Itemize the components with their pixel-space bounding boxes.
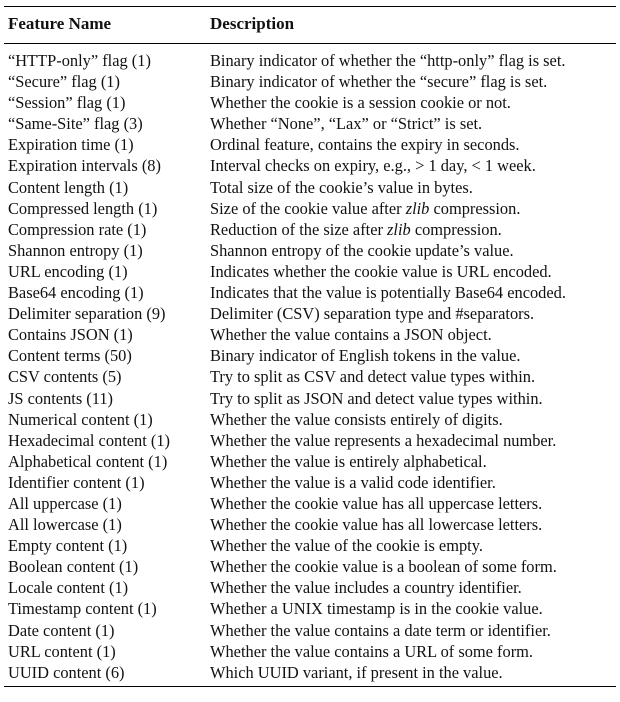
- description-cell: Size of the cookie value after zlib compression.: [210, 198, 521, 218]
- table-row: [4, 430, 616, 451]
- description-cell: Binary indicator of English tokens in the value.: [210, 346, 521, 366]
- feature-name-cell: Compression rate (1): [8, 219, 147, 239]
- feature-name-cell: “Session” flag (1): [8, 93, 126, 113]
- table-header: [4, 7, 616, 41]
- feature-name-cell: JS contents (11): [8, 388, 114, 408]
- description-cell: Whether the cookie value has all lowercase letters.: [210, 515, 543, 535]
- feature-name-cell: Boolean content (1): [8, 557, 139, 577]
- description-cell: Binary indicator of whether the “secure” flag is set.: [210, 72, 548, 92]
- header-feature-name: Feature Name: [8, 14, 112, 33]
- feature-name-cell: “Same-Site” flag (3): [8, 114, 143, 134]
- description-cell: Whether the value contains a URL of some form.: [210, 641, 534, 661]
- feature-name-cell: Expiration time (1): [8, 135, 134, 155]
- description-cell: Whether the cookie value is a boolean of some form.: [210, 557, 557, 577]
- description-cell: Try to split as CSV and detect value types within.: [210, 367, 536, 387]
- table-row: [4, 409, 616, 430]
- table-row: [4, 134, 616, 155]
- feature-name-cell: CSV contents (5): [8, 367, 122, 387]
- feature-name-cell: URL encoding (1): [8, 261, 128, 281]
- table-row: [4, 598, 616, 619]
- table-row: [4, 198, 616, 219]
- zlib-term: zlib: [405, 198, 430, 218]
- table-row: [4, 92, 616, 113]
- table-row: [4, 240, 616, 261]
- table-row: [4, 261, 616, 282]
- description-cell: Binary indicator of whether the “http-only” flag is set.: [210, 51, 566, 70]
- description-cell: Reduction of the size after zlib compression.: [210, 219, 502, 239]
- table-row: [4, 219, 616, 240]
- feature-name-cell: Empty content (1): [8, 536, 128, 556]
- description-cell: Whether the value is entirely alphabetical.: [210, 451, 487, 471]
- description-cell: Interval checks on expiry, e.g., > 1 day, < 1 week.: [210, 156, 536, 176]
- feature-name-cell: Base64 encoding (1): [8, 283, 144, 303]
- table-row: [4, 324, 616, 345]
- description-cell: Shannon entropy of the cookie update’s value.: [210, 240, 514, 260]
- table-row: [4, 155, 616, 176]
- feature-name-cell: Content terms (50): [8, 346, 132, 366]
- description-cell: Whether the value contains a date term or identifier.: [210, 620, 551, 640]
- description-cell: Indicates whether the cookie value is URL encoded.: [210, 261, 552, 281]
- table-row: [4, 113, 616, 134]
- description-cell: Whether the value is a valid code identifier.: [210, 472, 496, 492]
- feature-name-cell: All lowercase (1): [8, 515, 122, 535]
- feature-name-cell: Shannon entropy (1): [8, 240, 143, 260]
- description-cell: Whether the value of the cookie is empty.: [210, 536, 483, 556]
- feature-name-cell: Alphabetical content (1): [8, 451, 168, 471]
- table-row: [4, 514, 616, 535]
- description-cell: Which UUID variant, if present in the value.: [210, 662, 503, 682]
- table-header-rule: [4, 43, 616, 44]
- table-row: [4, 556, 616, 577]
- table-row: [4, 577, 616, 598]
- table-row: [4, 71, 616, 92]
- description-cell: Whether the value includes a country identifier.: [210, 578, 522, 598]
- feature-name-cell: Compressed length (1): [8, 198, 158, 218]
- table-row: [4, 303, 616, 324]
- table-row: [4, 620, 616, 641]
- feature-name-cell: Content length (1): [8, 177, 129, 197]
- feature-name-cell: All uppercase (1): [8, 493, 122, 513]
- feature-name-cell: “HTTP-only” flag (1): [8, 51, 151, 70]
- description-cell: Whether the value represents a hexadecimal number.: [210, 430, 557, 450]
- table-row: [4, 451, 616, 472]
- description-cell: Whether “None”, “Lax” or “Strict” is set.: [210, 114, 483, 134]
- header-row: [4, 7, 616, 41]
- zlib-term: zlib: [387, 219, 411, 239]
- table-bottom-rule: [4, 686, 616, 687]
- description-cell: Whether the cookie value has all uppercase letters.: [210, 493, 543, 513]
- table-row: [4, 472, 616, 493]
- feature-name-cell: Date content (1): [8, 620, 115, 640]
- feature-name-cell: Numerical content (1): [8, 409, 153, 429]
- feature-name-cell: Delimiter separation (9): [8, 304, 166, 324]
- feature-table: [4, 6, 616, 687]
- table-row: [4, 493, 616, 514]
- table-body: [4, 50, 616, 683]
- table-row: [4, 366, 616, 387]
- description-cell: Whether a UNIX timestamp is in the cookie value.: [210, 599, 543, 619]
- feature-name-cell: Contains JSON (1): [8, 325, 133, 345]
- feature-name-cell: URL content (1): [8, 641, 116, 661]
- feature-name-cell: “Secure” flag (1): [8, 72, 120, 92]
- feature-name-cell: Expiration intervals (8): [8, 156, 161, 176]
- description-cell: Try to split as JSON and detect value types within.: [210, 388, 543, 408]
- table-row: [4, 345, 616, 366]
- feature-name-cell: Timestamp content (1): [8, 599, 157, 619]
- table-row: [4, 641, 616, 662]
- feature-name-cell: Hexadecimal content (1): [8, 430, 171, 450]
- table-row: [4, 282, 616, 303]
- description-cell: Total size of the cookie’s value in bytes.: [210, 177, 473, 197]
- table-row: [4, 662, 616, 683]
- table-row: [4, 177, 616, 198]
- table-row: [4, 388, 616, 409]
- feature-name-cell: Identifier content (1): [8, 472, 145, 492]
- description-cell: Whether the cookie is a session cookie or not.: [210, 93, 511, 113]
- table-row: [4, 535, 616, 556]
- feature-name-cell: UUID content (6): [8, 662, 125, 682]
- description-cell: Ordinal feature, contains the expiry in seconds.: [210, 135, 520, 155]
- table-row: [4, 50, 616, 71]
- description-cell: Indicates that the value is potentially Base64 encoded.: [210, 283, 566, 303]
- feature-name-cell: Locale content (1): [8, 578, 129, 598]
- description-cell: Whether the value contains a JSON object.: [210, 325, 492, 345]
- description-cell: Delimiter (CSV) separation type and #separators.: [210, 304, 535, 324]
- header-description: Description: [210, 14, 295, 33]
- description-cell: Whether the value consists entirely of digits.: [210, 409, 503, 429]
